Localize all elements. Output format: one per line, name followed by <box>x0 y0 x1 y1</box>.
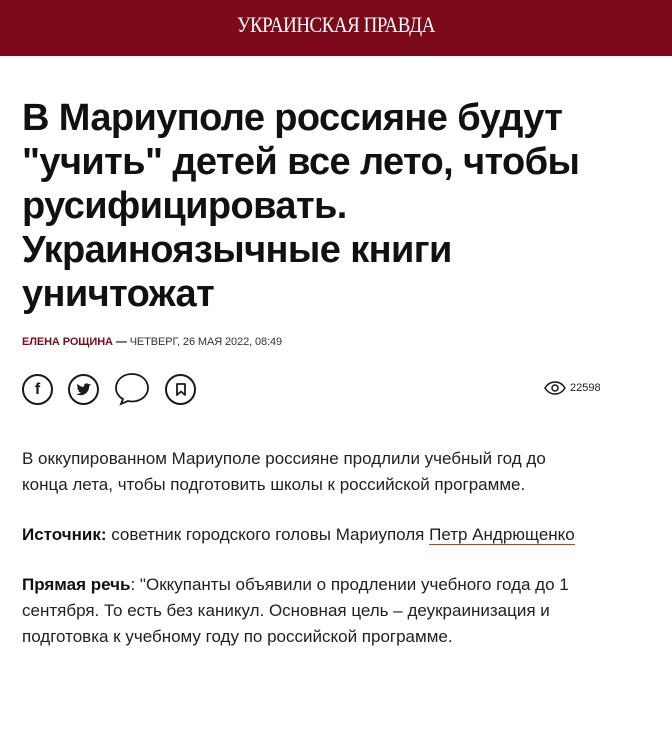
author-link[interactable]: ЕЛЕНА РОЩИНА <box>22 336 113 348</box>
byline <box>22 336 650 348</box>
quote-text: : "Оккупанты объявили о продлении учебного года до 1 сентября. То есть без каникул. Основная цель – деукраинизация и подготовка к учебному году по российской программе. <box>22 575 569 646</box>
bookmark-icon <box>176 383 186 396</box>
publish-date: ЧЕТВЕРГ, 26 МАЯ 2022, 08:49 <box>129 336 283 348</box>
site-header <box>0 0 672 56</box>
views-counter <box>544 381 601 395</box>
facebook-icon: f <box>34 380 41 398</box>
byline-separator: — <box>112 336 130 348</box>
site-logo[interactable]: УКРАИНСКАЯ ПРАВДА <box>237 12 435 37</box>
quote-paragraph <box>22 572 582 650</box>
share-toolbar <box>22 374 650 408</box>
comment-button[interactable] <box>114 372 150 406</box>
source-label: Источник: <box>22 525 107 544</box>
source-text: советник городского головы Мариуполя <box>106 525 430 544</box>
source-person-link[interactable]: Петр Андрющенко <box>429 525 575 544</box>
bookmark-button[interactable] <box>165 374 196 405</box>
article <box>0 96 672 650</box>
article-title: В Мариуполе россияне будут "учить" детей все лето, чтобы русифицировать. Украиноязычные книги уничтожат <box>22 97 580 315</box>
source-paragraph <box>22 522 582 548</box>
comment-icon <box>114 372 150 406</box>
lead-paragraph: В оккупированном Мариуполе россияне продлили учебный год до конца лета, чтобы подготовить школы к российской программе. <box>22 449 546 494</box>
twitter-icon <box>76 383 92 397</box>
eye-icon <box>544 381 566 395</box>
quote-label: Прямая речь <box>22 575 131 594</box>
facebook-share-button[interactable] <box>22 374 53 405</box>
twitter-share-button[interactable] <box>68 374 99 405</box>
views-count: 22598 <box>570 382 601 394</box>
